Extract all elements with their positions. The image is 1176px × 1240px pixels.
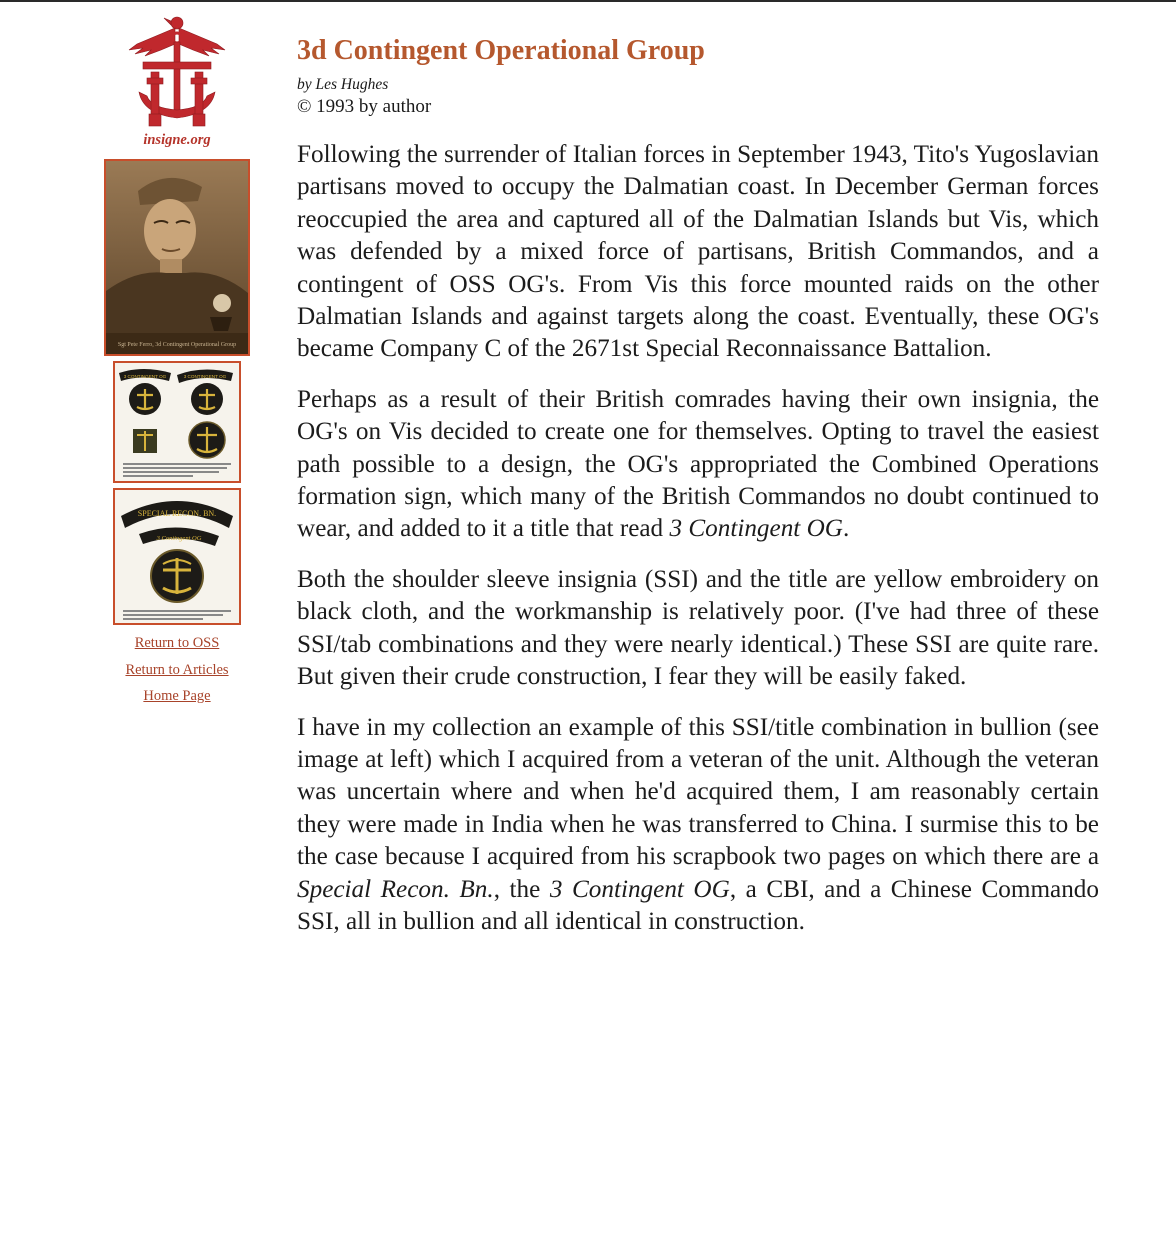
sheet1-tab-left: 3 CONTINGENT OG <box>123 374 167 379</box>
paragraph-1: Following the surrender of Italian forces in September 1943, Tito's Yugoslavian partisans moved to occupy the Dalmatian coast. In December German forces reoccupied the area and captured all of the Dalmatian Islands but Vis, which was defended by a mixed force of partisans, British Commandos, and a contingent of OSS OG's. From Vis this force mounted raids on the other Dalmatian Islands and against targets along the coast. Eventually, these OG's became Company C of the 2671st Special Reconnaissance Battalion. <box>297 141 1099 363</box>
paragraph-2 <box>297 384 1099 546</box>
paragraph-4 <box>297 712 1099 939</box>
paragraph-3: Both the shoulder sleeve insignia (SSI) and the title are yellow embroidery on black cloth, and the workmanship is relatively poor. (I've had three of these SSI/tab combinations and they were nearly identical.) These SSI are quite rare. But given their crude construction, I fear they will be easily faked. <box>297 565 1099 691</box>
copyright: © 1993 by author <box>297 96 432 117</box>
paragraph-2-end: . <box>842 515 850 543</box>
byline: by Les Hughes <box>297 76 389 93</box>
main-content <box>297 33 1099 956</box>
sheet2-tab-bottom: 3 Contingent OG <box>156 535 202 542</box>
paragraph-2-italic: 3 Contingent OG <box>669 515 843 543</box>
paragraph-4-italic-2: 3 Contingent OG <box>549 875 730 903</box>
combined-operations-emblem-icon[interactable] <box>121 14 233 132</box>
article-body <box>297 139 1099 938</box>
patch-sheet-photo-2[interactable] <box>113 488 241 625</box>
page-title: 3d Contingent Operational Group <box>297 35 705 66</box>
sidebar-links <box>100 630 254 710</box>
paragraph-2-text: Perhaps as a result of their British comrades having their own insignia, the OG's on Vis decided to create one for themselves. Opting to travel the easiest path possible to a design, the OG's appropriated the Combined Operations formation sign, which many of the British Commandos no doubt continued to wear, and added to it a title that read <box>297 385 1099 543</box>
paragraph-4-text-a: I have in my collection an example of this SSI/title combination in bullion (see image at left) which I acquired from a veteran of the unit. Although the veteran was uncertain where and when he'd acquired them, I am reasonably certain they were made in India when he was transferred to China. I surmise this to be the case because I acquired from his scrapbook two pages on which there are a <box>297 713 1099 871</box>
sheet1-tab-right: 3 CONTINGENT OG <box>183 374 227 379</box>
site-name[interactable]: insigne.org <box>143 132 211 148</box>
paragraph-4-italic-1: Special Recon. Bn. <box>297 875 494 903</box>
sidebar <box>100 14 254 710</box>
return-to-articles-link[interactable]: Return to Articles <box>125 661 229 678</box>
paragraph-4-text-b: , the <box>493 875 550 903</box>
paragraph-4-text-c: , a CBI, and a Chinese Commando SSI, all in bullion and all identical in construction. <box>297 875 1099 935</box>
portrait-caption: Sgt Pete Ferro, 3d Contingent Operational Group <box>117 342 237 348</box>
return-to-oss-link[interactable]: Return to OSS <box>134 635 220 651</box>
patch-sheet-photo-1[interactable] <box>113 361 241 483</box>
sheet2-tab-top: SPECIAL RECON. BN. <box>137 509 217 518</box>
top-rule <box>0 0 1176 2</box>
portrait-photo[interactable] <box>104 159 250 356</box>
home-page-link[interactable]: Home Page <box>143 688 211 704</box>
